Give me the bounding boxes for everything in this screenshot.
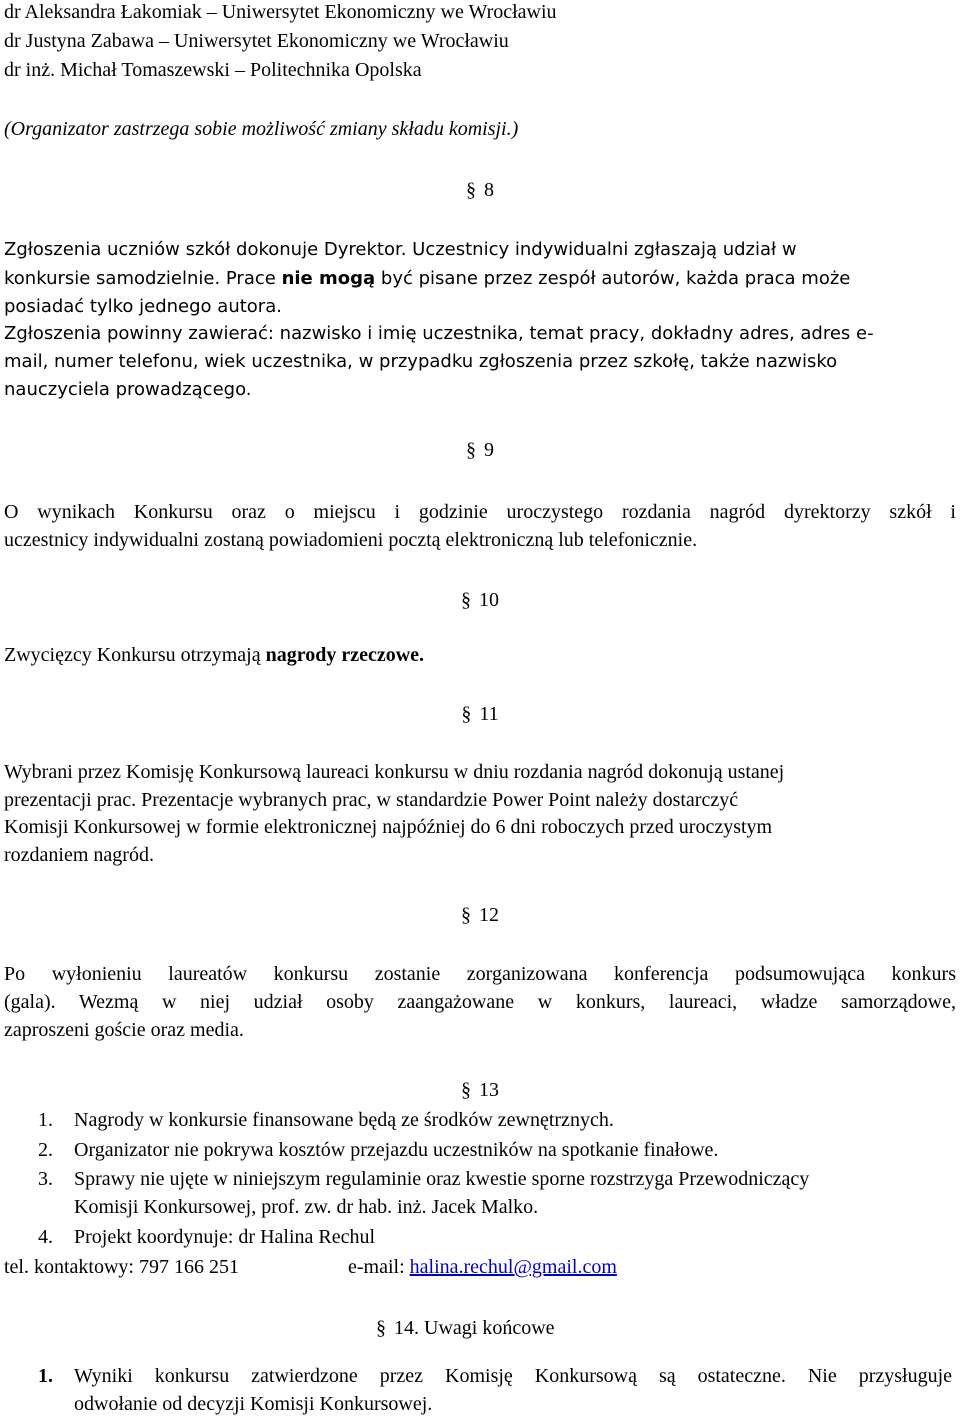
list-number: 1. xyxy=(38,1365,53,1387)
section-8-heading xyxy=(0,178,960,202)
section-number: 11 xyxy=(479,703,499,725)
section-number: 9 xyxy=(484,439,494,461)
s13-item-4 xyxy=(38,1225,376,1249)
s14-item-1-cont: odwołanie od decyzji Komisji Konkursowej. xyxy=(74,1393,433,1415)
s12-line1: Po wyłonieniu laureatów konkursu zostanie zorganizowana konferencja podsumowująca konkurs xyxy=(4,963,956,985)
s8-p1-line2-pre: konkursie samodzielnie. Prace xyxy=(4,268,282,289)
s8-p2-line1: Zgłoszenia powinny zawierać: nazwisko i imię uczestnika, temat pracy, dokładny adres, adres e- xyxy=(4,323,874,344)
s12-line3: zaproszeni goście oraz media. xyxy=(4,1019,244,1041)
s10-text xyxy=(4,643,424,667)
committee-line-1: dr Aleksandra Łakomiak – Uniwersytet Ekonomiczny we Wrocławiu xyxy=(4,1,557,23)
section-sign: § xyxy=(466,439,476,461)
section-sign: § xyxy=(461,703,472,725)
section-number: 12 xyxy=(479,904,499,926)
section-14-heading-inner xyxy=(376,1316,555,1340)
list-number: 1. xyxy=(38,1109,53,1131)
section-number: 8 xyxy=(484,179,494,201)
section-10-heading xyxy=(0,588,960,612)
s13-item-2 xyxy=(38,1138,719,1162)
s8-p1-line2-bold: nie mogą xyxy=(281,268,376,289)
contact-email-link[interactable]: halina.rechul@gmail.com xyxy=(409,1256,617,1278)
s9-line1: O wynikach Konkursu oraz o miejscu i godzinie uroczystego rozdania nagród dyrektorzy szkół i xyxy=(4,501,956,523)
committee-line-2: dr Justyna Zabawa – Uniwersytet Ekonomiczny we Wrocławiu xyxy=(4,30,509,52)
s12-line2: (gala). Wezmą w niej udział osoby zaangażowane w konkurs, laureaci, władze samorządowe, xyxy=(4,991,956,1013)
s9-line2: uczestnicy indywidualni zostaną powiadomieni pocztą elektroniczną lub telefonicznie. xyxy=(4,529,698,551)
list-text: Nagrody w konkursie finansowane będą ze środków zewnętrznych. xyxy=(74,1109,614,1131)
committee-line-3: dr inż. Michał Tomaszewski – Politechnika Opolska xyxy=(4,59,422,81)
s8-p2-line2: mail, numer telefonu, wiek uczestnika, w przypadku zgłoszenia przez szkołę, także nazwisko xyxy=(4,351,838,372)
section-number: 14. Uwagi końcowe xyxy=(394,1317,555,1339)
section-9-heading xyxy=(0,438,960,462)
committee-note: (Organizator zastrzega sobie możliwość zmiany składu komisji.) xyxy=(4,118,519,140)
s8-p1-line3: posiadać tylko jednego autora. xyxy=(4,296,282,317)
s11-line1: Wybrani przez Komisję Konkursową laureaci konkursu w dniu rozdania nagród dokonują ustanej xyxy=(4,761,785,783)
s8-p1-line1: Zgłoszenia uczniów szkół dokonuje Dyrektor. Uczestnicy indywidualni zgłaszają udział w xyxy=(4,239,797,260)
s13-item-3 xyxy=(38,1167,810,1191)
section-number: 10 xyxy=(479,589,499,611)
list-number: 3. xyxy=(38,1168,53,1190)
s8-p1-line2 xyxy=(4,267,850,291)
s11-line3: Komisji Konkursowej w formie elektronicznej najpóźniej do 6 dni roboczych przed uroczystym xyxy=(4,816,773,838)
s10-text-pre: Zwycięzcy Konkursu otrzymają xyxy=(4,644,266,666)
s13-item-3-cont: Komisji Konkursowej, prof. zw. dr hab. inż. Jacek Malko. xyxy=(74,1196,539,1218)
list-number: 2. xyxy=(38,1139,53,1161)
s14-item-1 xyxy=(38,1364,952,1388)
contact-email-row xyxy=(348,1255,617,1279)
section-12-heading xyxy=(0,903,960,927)
section-13-heading xyxy=(0,1078,960,1102)
section-11-heading xyxy=(0,702,960,726)
s8-p2-line3: nauczyciela prowadzącego. xyxy=(4,379,252,400)
section-sign: § xyxy=(466,179,476,201)
list-number: 4. xyxy=(38,1226,53,1248)
section-number: 13 xyxy=(479,1079,499,1101)
s11-line2: prezentacji prac. Prezentacje wybranych prac, w standardzie Power Point należy dostarczyć xyxy=(4,789,739,811)
list-text: Wyniki konkursu zatwierdzone przez Komisję Konkursową są ostateczne. Nie przysługuje xyxy=(74,1365,952,1387)
list-text: Projekt koordynuje: dr Halina Rechul xyxy=(74,1226,376,1248)
contact-email-label: e-mail: xyxy=(348,1256,410,1278)
section-sign: § xyxy=(461,1079,471,1101)
section-sign: § xyxy=(461,904,471,926)
s13-item-1 xyxy=(38,1108,614,1132)
s11-line4: rozdaniem nagród. xyxy=(4,844,154,866)
contact-phone: tel. kontaktowy: 797 166 251 xyxy=(4,1256,239,1278)
list-text: Organizator nie pokrywa kosztów przejazdu uczestników na spotkanie finałowe. xyxy=(74,1139,719,1161)
section-sign: § xyxy=(461,589,471,611)
s10-text-bold: nagrody rzeczowe. xyxy=(265,644,425,666)
list-text: Sprawy nie ujęte w niniejszym regulaminie oraz kwestie sporne rozstrzyga Przewodniczący xyxy=(74,1168,810,1190)
s8-p1-line2-post: być pisane przez zespół autorów, każda praca może xyxy=(375,268,851,289)
section-sign: § xyxy=(376,1317,386,1339)
